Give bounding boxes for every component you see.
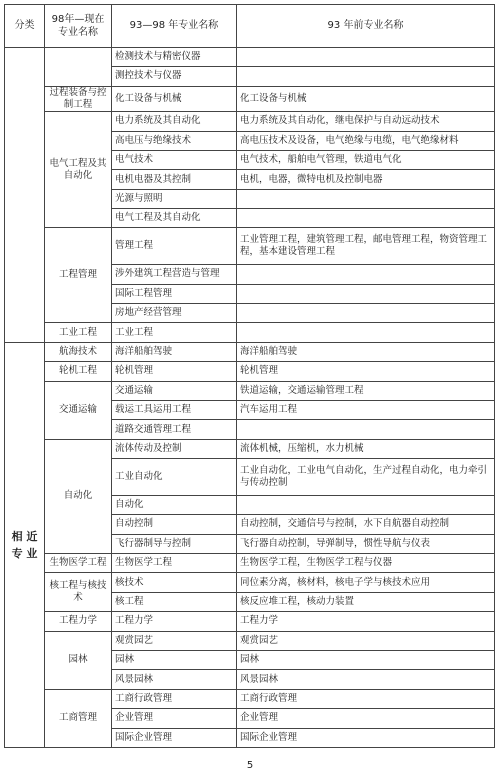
majors-table xyxy=(4,4,495,748)
major-pre-93-cell xyxy=(237,209,495,228)
major-pre-93-cell xyxy=(237,47,495,66)
current-major-cell: 工商管理 xyxy=(45,689,112,747)
current-major-cell: 工程管理 xyxy=(45,228,112,323)
major-pre-93-cell: 国际企业管理 xyxy=(237,728,495,747)
major-93-98-cell: 管理工程 xyxy=(112,228,237,265)
table-row xyxy=(5,612,495,631)
major-pre-93-cell: 同位素分离，核材料，核电子学与核技术应用 xyxy=(237,573,495,592)
major-93-98-cell: 化工设备与机械 xyxy=(112,86,237,112)
major-pre-93-cell xyxy=(237,323,495,342)
current-major-cell: 园林 xyxy=(45,631,112,689)
current-major-cell: 过程装备与控制工程 xyxy=(45,86,112,112)
major-93-98-cell: 工业自动化 xyxy=(112,459,237,496)
major-pre-93-cell xyxy=(237,420,495,439)
page-number: 5 xyxy=(246,760,254,771)
major-pre-93-cell: 电力系统及其自动化，继电保护与自动远动技术 xyxy=(237,112,495,131)
table-row xyxy=(5,573,495,592)
header-category: 分类 xyxy=(5,5,45,48)
major-93-98-cell: 自动控制 xyxy=(112,515,237,534)
major-pre-93-cell xyxy=(237,284,495,303)
major-pre-93-cell: 电机，电器，微特电机及控制电器 xyxy=(237,170,495,189)
major-pre-93-cell: 企业管理 xyxy=(237,709,495,728)
table-row xyxy=(5,112,495,131)
major-pre-93-cell: 风景园林 xyxy=(237,670,495,689)
major-93-98-cell: 工程力学 xyxy=(112,612,237,631)
major-pre-93-cell: 化工设备与机械 xyxy=(237,86,495,112)
current-major-cell xyxy=(45,47,112,86)
table-row xyxy=(5,554,495,573)
major-pre-93-cell: 流体机械，压缩机，水力机械 xyxy=(237,439,495,458)
table-row xyxy=(5,323,495,342)
major-93-98-cell: 园林 xyxy=(112,650,237,669)
major-pre-93-cell xyxy=(237,495,495,514)
current-major-cell: 核工程与核技术 xyxy=(45,573,112,612)
major-93-98-cell: 交通运输 xyxy=(112,381,237,400)
major-93-98-cell: 电力系统及其自动化 xyxy=(112,112,237,131)
major-pre-93-cell xyxy=(237,189,495,208)
major-93-98-cell: 核技术 xyxy=(112,573,237,592)
table-row xyxy=(5,86,495,112)
header-current-major: 98年—现在专业名称 xyxy=(45,5,112,48)
table-row xyxy=(5,362,495,381)
major-pre-93-cell: 汽车运用工程 xyxy=(237,400,495,419)
major-pre-93-cell xyxy=(237,265,495,284)
current-major-cell: 工业工程 xyxy=(45,323,112,342)
major-93-98-cell: 检测技术与精密仪器 xyxy=(112,47,237,66)
major-93-98-cell: 自动化 xyxy=(112,495,237,514)
header-major-pre-93: 93 年前专业名称 xyxy=(237,5,495,48)
major-pre-93-cell: 海洋船舶驾驶 xyxy=(237,342,495,361)
major-93-98-cell: 轮机管理 xyxy=(112,362,237,381)
current-major-cell: 工程力学 xyxy=(45,612,112,631)
table-header-row xyxy=(5,5,495,48)
category-cell: 相 近 专 业 xyxy=(5,342,45,747)
current-major-cell: 交通运输 xyxy=(45,381,112,439)
major-pre-93-cell: 铁道运输，交通运输管理工程 xyxy=(237,381,495,400)
major-93-98-cell: 涉外建筑工程营造与管理 xyxy=(112,265,237,284)
major-93-98-cell: 道路交通管理工程 xyxy=(112,420,237,439)
major-93-98-cell: 电气技术 xyxy=(112,150,237,169)
category-cell xyxy=(5,47,45,342)
current-major-cell: 航海技术 xyxy=(45,342,112,361)
table-row xyxy=(5,439,495,458)
current-major-cell: 自动化 xyxy=(45,439,112,553)
major-93-98-cell: 企业管理 xyxy=(112,709,237,728)
current-major-cell: 电气工程及其自动化 xyxy=(45,112,112,228)
major-pre-93-cell: 自动控制，交通信号与控制，水下自航器自动控制 xyxy=(237,515,495,534)
major-93-98-cell: 电机电器及其控制 xyxy=(112,170,237,189)
major-93-98-cell: 工业工程 xyxy=(112,323,237,342)
table-row xyxy=(5,342,495,361)
major-pre-93-cell: 生物医学工程，生物医学工程与仪器 xyxy=(237,554,495,573)
major-pre-93-cell: 核反应堆工程，核动力装置 xyxy=(237,592,495,611)
table-row xyxy=(5,228,495,265)
major-93-98-cell: 核工程 xyxy=(112,592,237,611)
major-pre-93-cell xyxy=(237,67,495,86)
major-pre-93-cell: 工程力学 xyxy=(237,612,495,631)
current-major-cell: 生物医学工程 xyxy=(45,554,112,573)
major-pre-93-cell: 观赏园艺 xyxy=(237,631,495,650)
major-pre-93-cell: 工业管理工程，建筑管理工程，邮电管理工程，物资管理工程，基本建设管理工程 xyxy=(237,228,495,265)
table-row xyxy=(5,47,495,66)
major-93-98-cell: 飞行器制导与控制 xyxy=(112,534,237,553)
major-93-98-cell: 观赏园艺 xyxy=(112,631,237,650)
major-93-98-cell: 海洋船舶驾驶 xyxy=(112,342,237,361)
major-93-98-cell: 工商行政管理 xyxy=(112,689,237,708)
major-pre-93-cell: 工商行政管理 xyxy=(237,689,495,708)
major-93-98-cell: 光源与照明 xyxy=(112,189,237,208)
major-93-98-cell: 风景园林 xyxy=(112,670,237,689)
major-pre-93-cell xyxy=(237,304,495,323)
major-93-98-cell: 载运工具运用工程 xyxy=(112,400,237,419)
major-pre-93-cell: 工业自动化，工业电气自动化，生产过程自动化，电力牵引与传动控制 xyxy=(237,459,495,496)
major-pre-93-cell: 轮机管理 xyxy=(237,362,495,381)
major-93-98-cell: 国际企业管理 xyxy=(112,728,237,747)
header-major-93-98: 93—98 年专业名称 xyxy=(112,5,237,48)
major-pre-93-cell: 飞行器自动控制，导弹制导，惯性导航与仪表 xyxy=(237,534,495,553)
major-93-98-cell: 电气工程及其自动化 xyxy=(112,209,237,228)
major-pre-93-cell: 园林 xyxy=(237,650,495,669)
table-row xyxy=(5,381,495,400)
major-pre-93-cell: 高电压技术及设备，电气绝缘与电缆，电气绝缘材料 xyxy=(237,131,495,150)
major-93-98-cell: 国际工程管理 xyxy=(112,284,237,303)
major-93-98-cell: 高电压与绝缘技术 xyxy=(112,131,237,150)
table-row xyxy=(5,689,495,708)
major-pre-93-cell: 电气技术，船舶电气管理，铁道电气化 xyxy=(237,150,495,169)
major-93-98-cell: 房地产经营管理 xyxy=(112,304,237,323)
major-93-98-cell: 生物医学工程 xyxy=(112,554,237,573)
table-row xyxy=(5,631,495,650)
major-93-98-cell: 测控技术与仪器 xyxy=(112,67,237,86)
major-93-98-cell: 流体传动及控制 xyxy=(112,439,237,458)
current-major-cell: 轮机工程 xyxy=(45,362,112,381)
